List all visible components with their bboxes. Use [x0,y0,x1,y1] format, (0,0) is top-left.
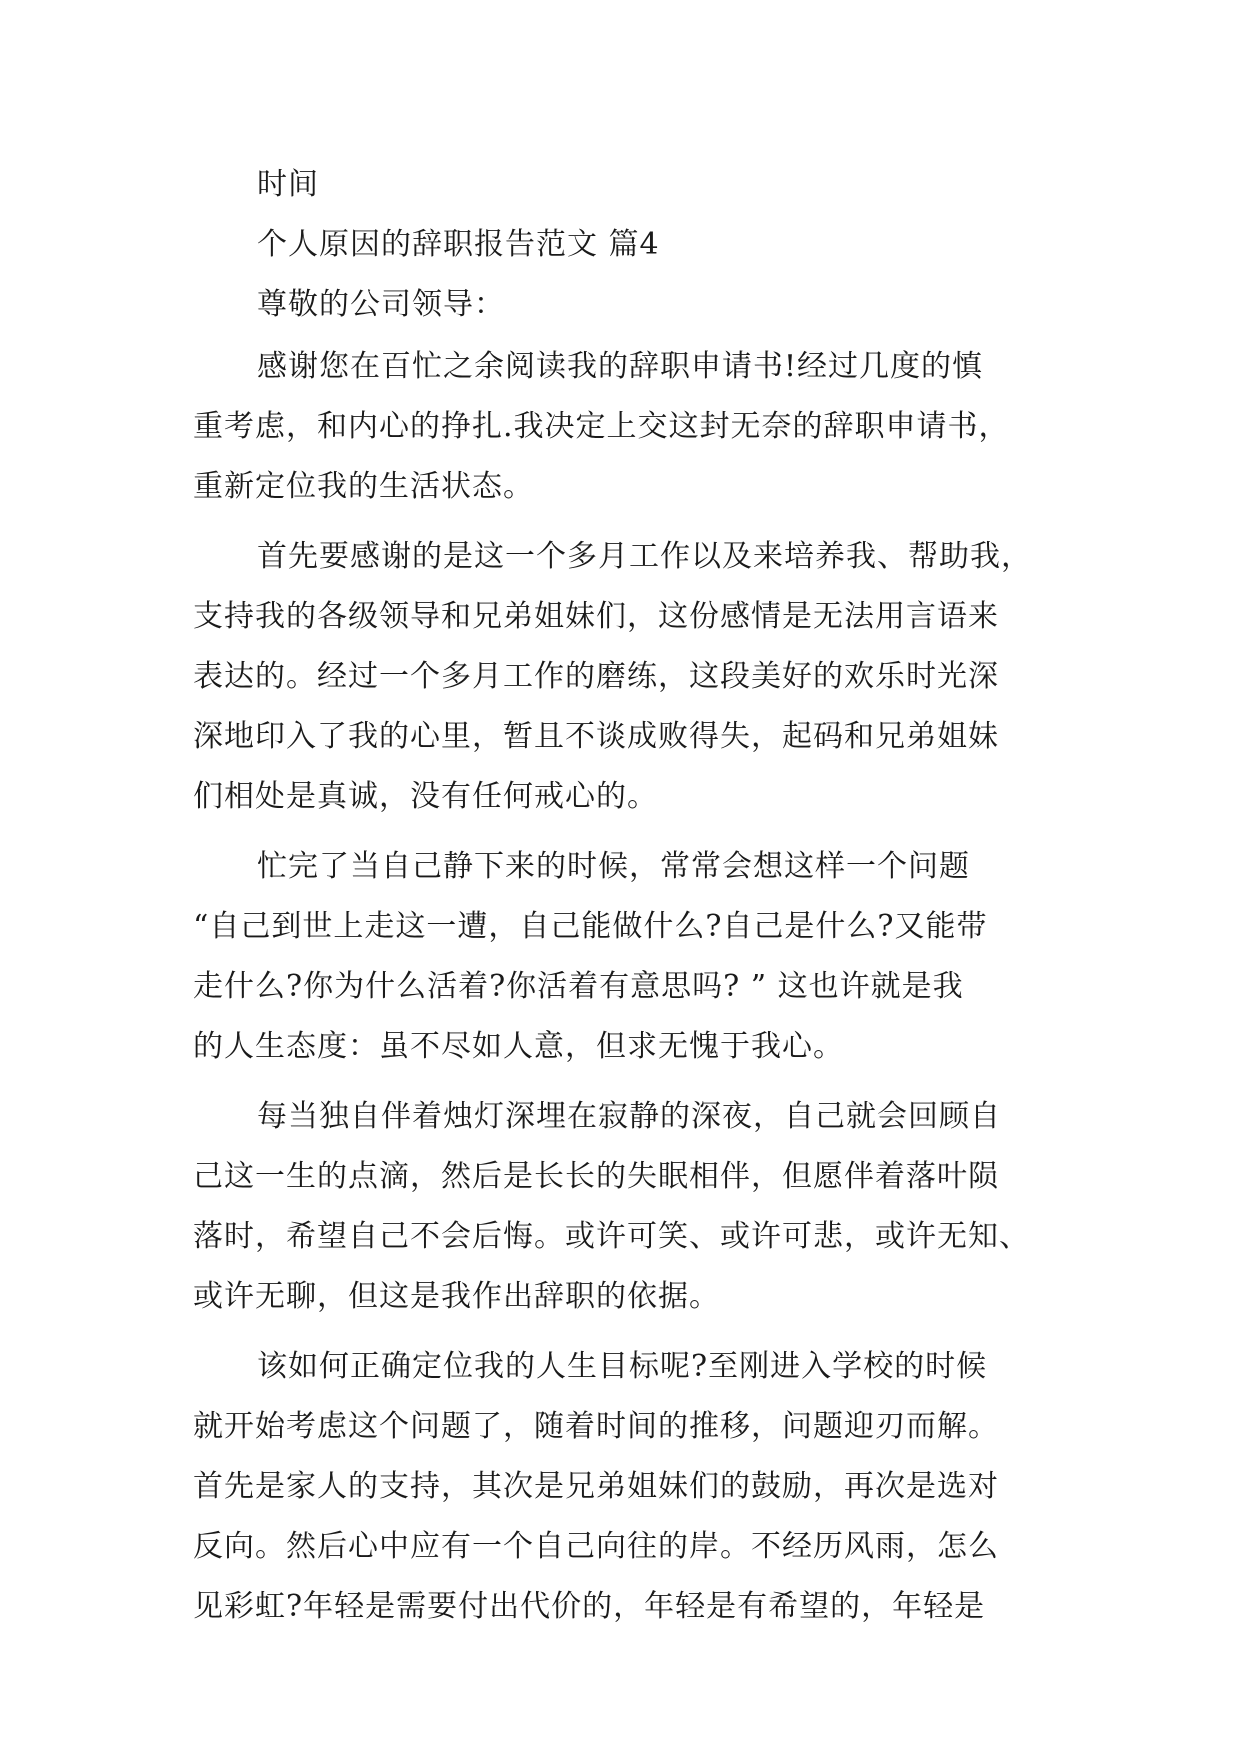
paragraph-line: 就开始考虑这个问题了，随着时间的推移，问题迎刃而解。 [193,1409,999,1444]
paragraph-line: 或许无聊，但这是我作出辞职的依据。 [193,1279,720,1314]
paragraph-line: “自己到世上走这一遭，自己能做什么?自己是什么?又能带 [193,909,988,944]
paragraph-line: 首先是家人的支持，其次是兄弟姐妹们的鼓励，再次是选对 [193,1469,999,1504]
paragraph-line: 感谢您在百忙之余阅读我的辞职申请书!经过几度的慎 [257,349,984,384]
salutation: 尊敬的公司领导： [257,287,505,322]
paragraph-line: 落时，希望自己不会后悔。或许可笑、或许可悲，或许无知、 [193,1219,1030,1254]
paragraph-line: 重新定位我的生活状态。 [193,469,534,504]
paragraph-line: 的人生态度：虽不尽如人意，但求无愧于我心。 [193,1029,844,1064]
paragraph-line: 表达的。经过一个多月工作的磨练，这段美好的欢乐时光深 [193,659,999,694]
paragraph-line: 重考虑，和内心的挣扎.我决定上交这封无奈的辞职申请书， [193,409,1010,444]
paragraph-line: 该如何正确定位我的人生目标呢?至刚进入学校的时候 [257,1349,988,1384]
paragraph-line: 们相处是真诚，没有任何戒心的。 [193,779,658,814]
paragraph-line: 每当独自伴着烛灯深埋在寂静的深夜，自己就会回顾自 [257,1099,1001,1134]
paragraph-line: 走什么?你为什么活着?你活着有意思吗? ” 这也许就是我 [193,969,964,1004]
paragraph-line: 己这一生的点滴，然后是长长的失眠相伴，但愿伴着落叶陨 [193,1159,999,1194]
paragraph-line: 忙完了当自己静下来的时候，常常会想这样一个问题 [257,849,970,884]
paragraph-line: 首先要感谢的是这一个多月工作以及来培养我、帮助我， [257,539,1032,574]
paragraph-line: 反向。然后心中应有一个自己向往的岸。不经历风雨，怎么 [193,1529,999,1564]
paragraph-line: 支持我的各级领导和兄弟姐妹们，这份感情是无法用言语来 [193,599,999,634]
paragraph-line: 深地印入了我的心里，暂且不谈成败得失，起码和兄弟姐妹 [193,719,999,754]
time-line: 时间 [257,167,319,202]
paragraph-line: 见彩虹?年轻是需要付出代价的，年轻是有希望的，年轻是 [193,1589,986,1624]
section-heading: 个人原因的辞职报告范文 篇4 [257,227,660,262]
